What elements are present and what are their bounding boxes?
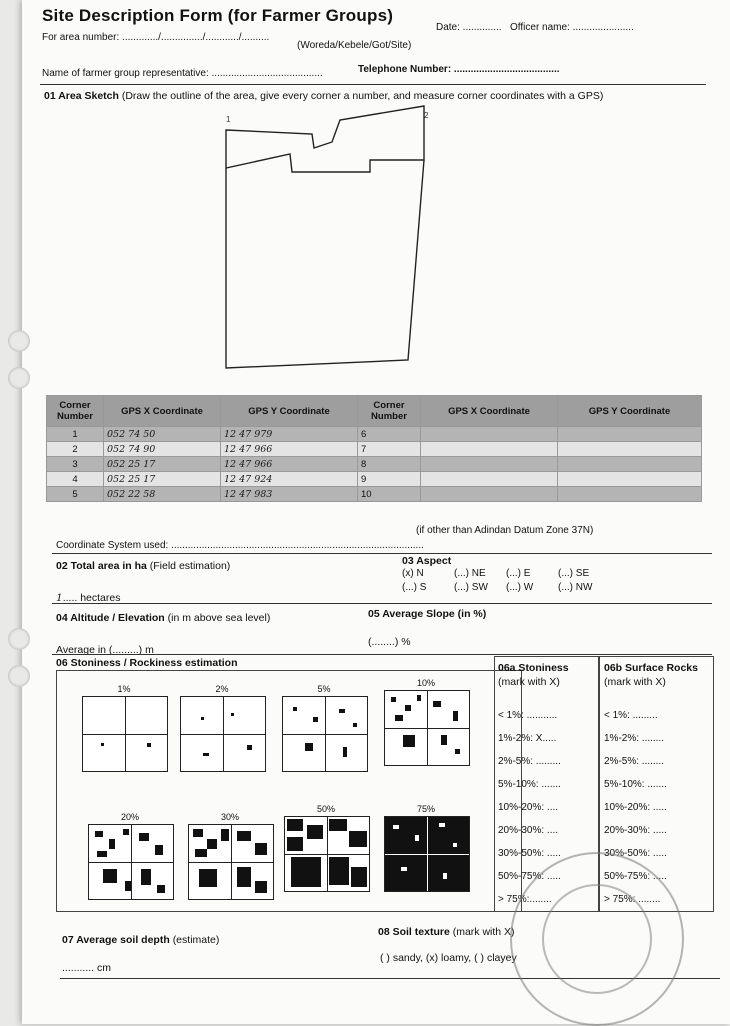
punch-hole: [8, 665, 30, 687]
s06a-option: 50%-75%: .....: [498, 871, 561, 882]
s06a-option: 20%-30%: ....: [498, 825, 559, 836]
table-row: 2 052 74 90 12 47 966 7: [47, 442, 702, 457]
s06a-option: 30%-50%: .....: [498, 848, 561, 859]
col-gps-x-2: GPS X Coordinate: [421, 396, 558, 427]
col-gps-y-2: GPS Y Coordinate: [558, 396, 702, 427]
aspect-label: 03 Aspect: [402, 555, 452, 567]
soil-texture-label: 08 Soil texture (mark with X): [378, 926, 515, 938]
aspect-ne: (...) NE: [454, 568, 486, 579]
col-gps-y: GPS Y Coordinate: [221, 396, 358, 427]
table-row: 5 052 22 58 12 47 983 10: [47, 487, 702, 502]
s06b-subtitle: (mark with X): [604, 676, 666, 688]
s06b-option: 30%-50%: .....: [604, 848, 667, 859]
panel-label-5: 20%: [120, 812, 139, 822]
aspect-w: (...) W: [506, 582, 534, 593]
officer-field: Officer name: ......................: [510, 22, 634, 33]
soil-depth-label: 07 Average soil depth (estimate): [62, 934, 220, 946]
stoniness-panel-3: [282, 696, 368, 772]
stoniness-panel-2: [180, 696, 266, 772]
panel-label-4: 10%: [416, 678, 435, 688]
s06a-option: < 1%: ...........: [498, 710, 558, 721]
official-stamp-inner: [542, 884, 652, 994]
col-corner-number: Corner Number: [47, 396, 104, 427]
stoniness-panel-5: [88, 824, 174, 900]
s06a-option: 1%-2%: X.....: [498, 733, 557, 744]
form-title: Site Description Form (for Farmer Groups): [42, 6, 394, 25]
punch-hole: [8, 367, 30, 389]
altitude-label: 04 Altitude / Elevation (in m above sea level): [56, 612, 271, 624]
woreda-note: (Woreda/Kebele/Got/Site): [297, 40, 412, 51]
aspect-nw: (...) NW: [558, 582, 593, 593]
aspect-row-1: [402, 568, 589, 579]
svg-text:1: 1: [226, 115, 231, 124]
representative-field: Name of farmer group representative: ........................................: [42, 68, 323, 79]
soil-depth-field: ........... cm: [62, 962, 112, 974]
panel-label-1: 1%: [117, 684, 131, 694]
panel-label-3: 5%: [317, 684, 331, 694]
s06b-option: 10%-20%: .....: [604, 802, 667, 813]
stoniness-panel-7: [284, 816, 370, 892]
area-number-field: For area number: ............./.............../............/..........: [42, 32, 270, 43]
s06a-option: 2%-5%: .........: [498, 756, 561, 767]
s06b-option: 20%-30%: .....: [604, 825, 667, 836]
panel-label-8: 75%: [416, 804, 435, 814]
area-sketch-drawing: [212, 100, 472, 380]
punch-hole: [8, 628, 30, 650]
slope-value-field: (........) %: [368, 636, 411, 648]
s06b-option: > 75%: ........: [604, 894, 661, 905]
stoniness-label: 06 Stoniness / Rockiness estimation: [56, 657, 238, 669]
gps-coordinate-table: [46, 395, 702, 502]
stoniness-panel-8: [384, 816, 470, 892]
total-area-value: 1..... hectares: [56, 592, 121, 604]
aspect-s: (...) S: [402, 582, 427, 593]
s06b-option: 2%-5%: ........: [604, 756, 665, 767]
s06a-subtitle: (mark with X): [498, 676, 560, 688]
table-row: 3 052 25 17 12 47 966 8: [47, 457, 702, 472]
stoniness-panel-4: [384, 690, 470, 766]
s06b-option: 5%-10%: .......: [604, 779, 667, 790]
table-row: 1 052 74 50 12 47 979 6: [47, 427, 702, 442]
col-corner-number-2: Corner Number: [358, 396, 421, 427]
panel-label-7: 50%: [316, 804, 335, 814]
panel-label-2: 2%: [215, 684, 229, 694]
punch-hole: [8, 330, 30, 352]
coordinate-system-field: Coordinate System used: ...........................................................................................: [56, 540, 424, 551]
telephone-field: Telephone Number: ......................................: [358, 64, 560, 75]
slope-label: 05 Average Slope (in %): [368, 608, 487, 620]
form-page: [22, 0, 730, 1024]
aspect-sw: (...) SW: [454, 582, 488, 593]
s06a-title: 06a Stoniness: [498, 662, 569, 674]
area-sketch-label: 01 Area Sketch (Draw the outline of the area, give every corner a number, and measure corner coordinates with a GPS): [44, 90, 604, 102]
stoniness-panel-6: [188, 824, 274, 900]
col-gps-x: GPS X Coordinate: [104, 396, 221, 427]
aspect-row-2: [402, 582, 592, 593]
datum-note: (if other than Adindan Datum Zone 37N): [416, 525, 594, 536]
s06a-option: > 75%:........: [498, 894, 552, 905]
s06b-title: 06b Surface Rocks: [604, 662, 698, 674]
svg-text:2: 2: [424, 111, 429, 120]
s06a-option: 10%-20%: ....: [498, 802, 559, 813]
table-row: 4 052 25 17 12 47 924 9: [47, 472, 702, 487]
s06a-option: 5%-10%: .......: [498, 779, 561, 790]
altitude-average-field: Average in (.........) m: [56, 644, 154, 656]
s06b-option: < 1%: .........: [604, 710, 658, 721]
stoniness-panel-1: [82, 696, 168, 772]
aspect-se: (...) SE: [558, 568, 590, 579]
date-field: Date: ..............: [436, 22, 502, 33]
panel-label-6: 30%: [220, 812, 239, 822]
aspect-e: (...) E: [506, 568, 531, 579]
s06b-option: 1%-2%: ........: [604, 733, 665, 744]
s06b-option: 50%-75%: .....: [604, 871, 667, 882]
total-area-label: 02 Total area in ha (Field estimation): [56, 560, 231, 572]
aspect-n: (x) N: [402, 568, 424, 579]
soil-texture-options: ( ) sandy, (x) loamy, ( ) clayey: [380, 952, 517, 964]
